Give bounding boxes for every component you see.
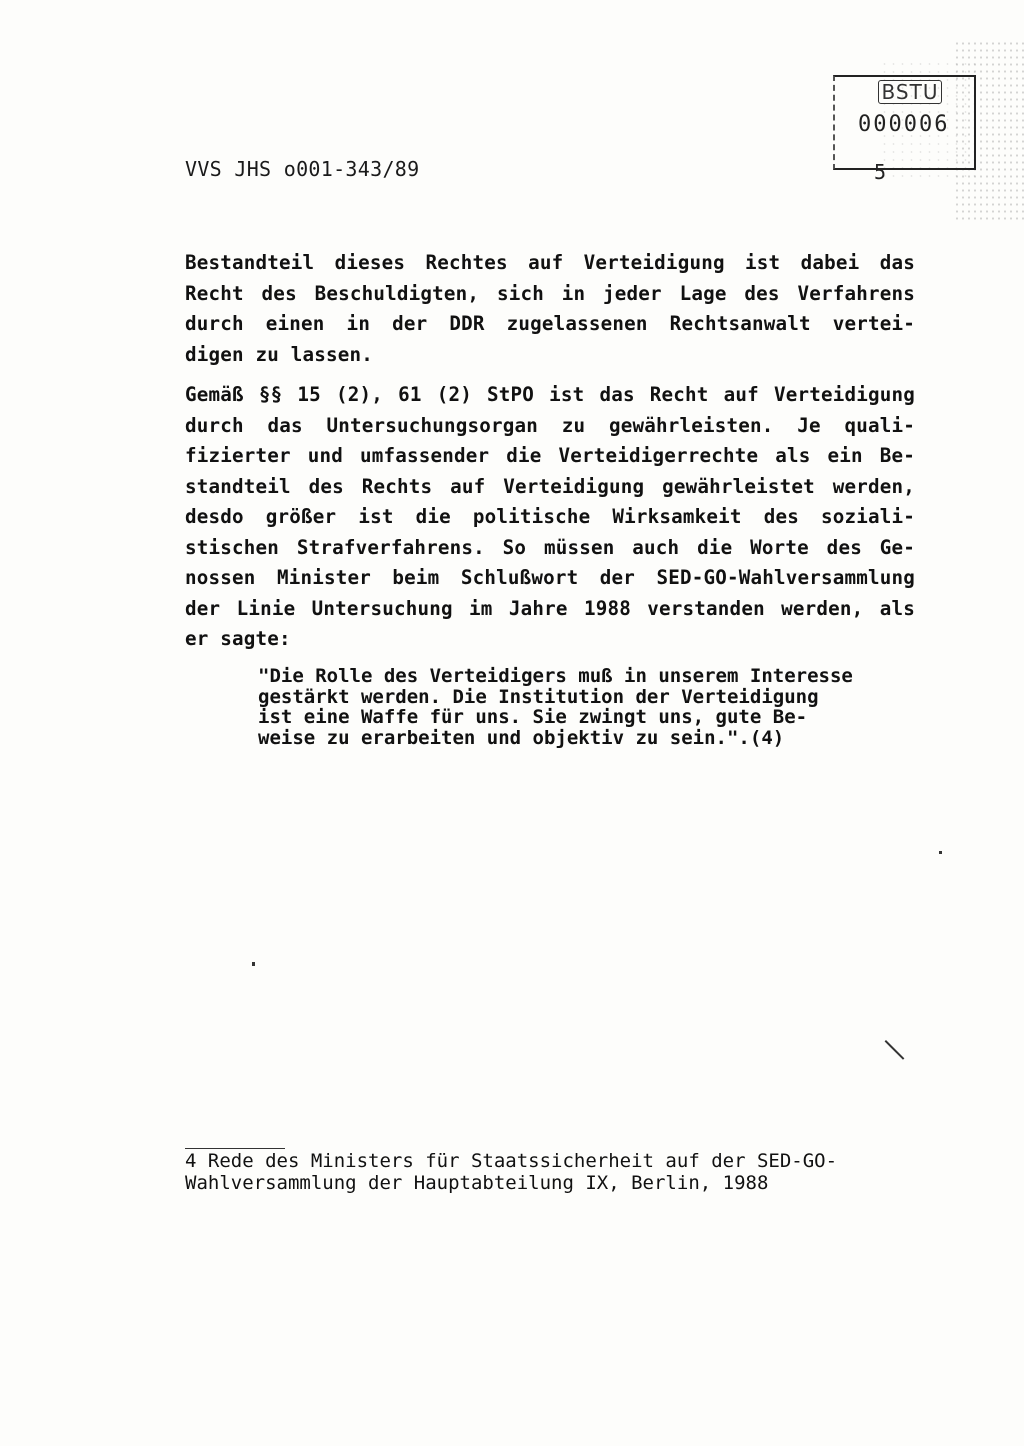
text-line: durch einen in der DDR zugelassenen Rechtsanwalt vertei- <box>185 312 915 335</box>
text-line: Bestandteil dieses Rechtes auf Verteidigung ist dabei das <box>185 251 915 274</box>
footnote <box>185 1150 837 1194</box>
text-line: digen zu lassen. <box>185 342 374 366</box>
text-line: der Linie Untersuchung im Jahre 1988 verstanden werden, als <box>185 596 915 620</box>
block-quote <box>258 666 898 748</box>
text-line: nossen Minister beim Schlußwort der SED-GO-Wahlversammlung <box>185 566 915 589</box>
text-line: er sagte: <box>185 627 291 650</box>
archive-stamp-number: 000006 <box>858 112 950 137</box>
scan-dot <box>252 962 255 966</box>
text-line: Gemäß §§ 15 (2), 61 (2) StPO ist das Recht auf Verteidigung <box>185 383 915 406</box>
text-line: Recht des Beschuldigten, sich in jeder Lage des Verfahrens <box>185 281 915 305</box>
text-line: fizierter und umfassender die Verteidigerrechte als ein Be- <box>185 444 915 467</box>
quote-line: weise zu erarbeiten und objektiv zu sein.".(4) <box>258 726 785 749</box>
scan-dot <box>939 851 942 854</box>
scan-stroke <box>885 1040 904 1059</box>
text-line: durch das Untersuchungsorgan zu gewährleisten. Je quali- <box>185 413 915 437</box>
paragraph-1 <box>185 248 915 370</box>
quote-line: "Die Rolle des Verteidigers muß in unserem Interesse <box>258 665 853 687</box>
footnote-line: Wahlversammlung der Hauptabteilung IX, Berlin, 1988 <box>185 1172 769 1194</box>
text-line: standteil des Rechts auf Verteidigung gewährleistet werden, <box>185 474 915 498</box>
text-line: stischen Strafverfahrens. So müssen auch die Worte des Ge- <box>185 535 915 559</box>
text-line: desdo größer ist die politische Wirksamkeit des soziali- <box>185 505 915 528</box>
quote-line: ist eine Waffe für uns. Sie zwingt uns, gute Be- <box>258 706 808 729</box>
footnote-line: 4 Rede des Ministers für Staatssicherheit auf der SED-GO- <box>185 1150 838 1172</box>
paragraph-2 <box>185 380 915 655</box>
document-reference: VVS JHS o001-343/89 <box>185 157 420 181</box>
page-number: 5 <box>874 160 887 184</box>
archive-stamp-label: BSTU <box>878 80 942 104</box>
quote-line: gestärkt werden. Die Institution der Verteidigung <box>258 685 819 708</box>
footnote-rule <box>185 1148 285 1149</box>
